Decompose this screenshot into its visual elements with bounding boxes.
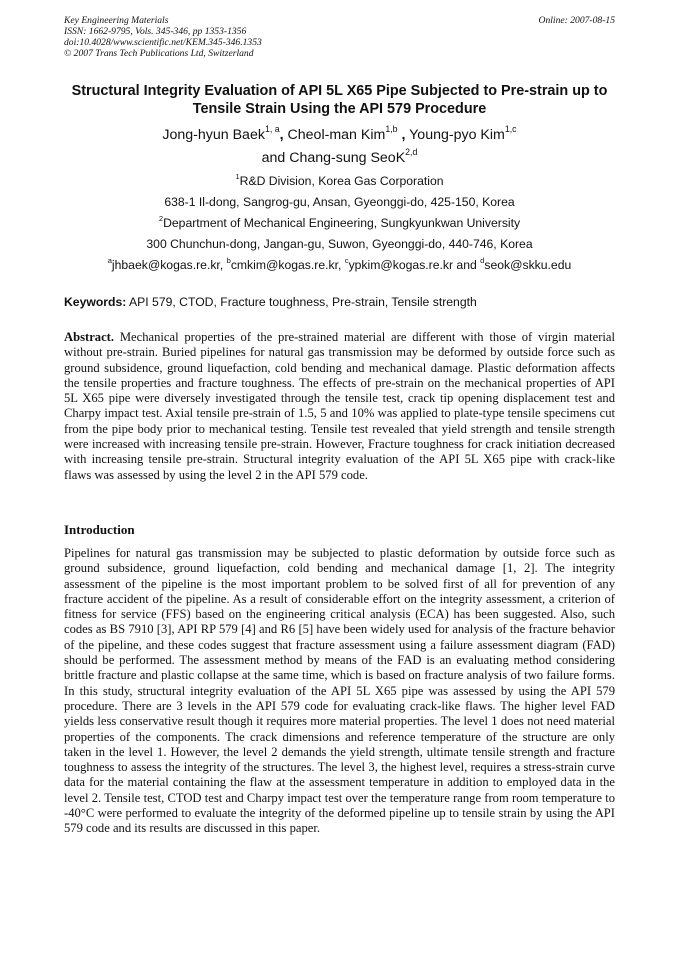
keywords-label: Keywords:: [64, 295, 127, 309]
email-link[interactable]: jhbaek@kogas.re.kr,: [111, 258, 224, 272]
email-line: $^a$jhbaek@kogas.re.kr, $^b$cmkim@kogas.re.kr, $^c$ypkim@kogas.re.kr and $^d$seok@skku.edu: [107, 256, 572, 272]
keywords-line: [64, 294, 615, 310]
doi-line[interactable]: doi:10.4028/www.scientific.net/KEM.345-346.1353: [64, 37, 262, 48]
author-name: and Chang-sung SeoK: [261, 150, 406, 166]
author-name: Cheol-man Kim: [287, 127, 386, 143]
keywords-text: API 579, CTOD, Fracture toughness, Pre-strain, Tensile strength: [129, 295, 477, 309]
author-list: [64, 124, 615, 170]
author-name: Jong-hyun Baek: [162, 127, 265, 143]
author-affil-sup: 2,d: [405, 147, 418, 158]
copyright-line: © 2007 Trans Tech Publications Ltd, Switzerland: [64, 48, 254, 59]
abstract-label: Abstract.: [64, 330, 115, 344]
abstract: [64, 330, 615, 483]
author-affil-sup: 1,c: [504, 124, 517, 135]
author-line-2: [64, 147, 615, 170]
issn-line: ISSN: 1662-9795, Vols. 345-346, pp 1353-1356: [64, 26, 247, 37]
author-affil-sup: 1,b: [385, 124, 398, 135]
affiliations: [64, 171, 615, 276]
author-name: Young-pyo Kim: [409, 127, 505, 143]
author-affil-sup: 1, a: [264, 124, 280, 135]
author-line-1: Jong-hyun Baek$^{1, a}$, Cheol-man Kim$^{1,b}$ , Young-pyo Kim$^{1,c}$: [162, 124, 517, 143]
abstract-text: Mechanical properties of the pre-strained material are different with those of virgin material without pre-strain. Buried pipelines for natural gas transmission may be deformed by outside force such as ground subsidence, ground liquefaction, cold bending and mechanical damage. Plastic deformation affects the tensile properties and fracture toughness. The effects of pre-strain on the mechanical properties of API 5L X65 pipe were diversely investigated through the tensile test, crack tip opening displacement test and Charpy impact test. Axial tensile pre-strain of 1.5, 5 and 10% was applied to plate-type tensile specimens cut from the pipe body prior to mechanical testing. Tensile test revealed that yield strength and tensile strength were increased with increasing tensile pre-strain. However, Fracture toughness for crack initiation decreased with increasing tensile pre-strain. Structural integrity evaluation of the API 5L X65 pipe with crack-like flaws was assessed by using the level 2 in the API 579 code.: [64, 330, 615, 482]
email-link[interactable]: seok@skku.edu: [484, 258, 572, 272]
journal-header: [64, 15, 615, 59]
introduction-paragraph: Pipelines for natural gas transmission may be subjected to plastic deformation by outside force such as ground subsidence, ground liquefaction, cold bending and mechanical damage [1, 2]. The integrity assessment of the pipeline is the most important problem to be solved first of all for prevention of any fracture accident of the pipeline. As a result of considerable effort on the integrity assessment, a criterion of fitness for service (FFS) based on the engineering critical analysis (ECA) has been suggested. Also, such codes as BS 7910 [3], API RP 579 [4] and R6 [5] have been widely used for analysis of the fracture behavior of the pipeline, and these codes suggest that fracture assessment using a failure assessment diagram (FAD) should be performed. The assessment method by means of the FAD is an evaluating method considering brittle fracture and plastic collapse at the same time, which is based on fracture analysis of two failure forms. In this study, structural integrity evaluation of the API 5L X65 pipe was assessed by using the API 579 procedure. There are 3 levels in the API 579 code for evaluating crack-like flaws. The higher level FAD yields less conservative result though it requires more material properties. The level 1 does not need material properties of the components. The crack dimensions and reference temperature of the structure are only taken in the level 1. However, the level 2 demands the yield strength, ultimate tensile strength and fracture toughness to assess the integrity of the structures. The level 3, the highest level, requires a stress-strain curve data for the material containing the flaw at the assessment temperature in addition to employed data in the level 2. Tensile test, CTOD test and Charpy impact test over the temperature range from room temperature to -40°C were performed to evaluate the integrity of the deformed pipeline up to tensile strain by using the API 579 code and its results are discussed in this paper.: [64, 546, 615, 836]
online-date: Online: 2007-08-15: [538, 15, 615, 26]
paper-title: Structural Integrity Evaluation of API 5L X65 Pipe Subjected to Pre-strain up to Tensile Strain Using the API 579 Procedure: [71, 83, 608, 117]
affiliation-1-address: 638-1 Il-dong, Sangrog-gu, Ansan, Gyeonggi-do, 425-150, Korea: [164, 195, 515, 209]
section-heading: Introduction: [64, 522, 135, 537]
affiliation-1: $^1$R&D Division, Korea Gas Corporation: [235, 172, 444, 188]
email-link[interactable]: cmkim@kogas.re.kr,: [230, 258, 342, 272]
email-link[interactable]: ypkim@kogas.re.kr and: [348, 258, 477, 272]
affiliation-2-address: 300 Chunchun-dong, Jangan-gu, Suwon, Gyeonggi-do, 440-746, Korea: [146, 237, 533, 251]
journal-name: Key Engineering Materials: [64, 15, 169, 26]
affiliation-2: $^2$Department of Mechanical Engineering, Sungkyunkwan University: [158, 214, 521, 230]
